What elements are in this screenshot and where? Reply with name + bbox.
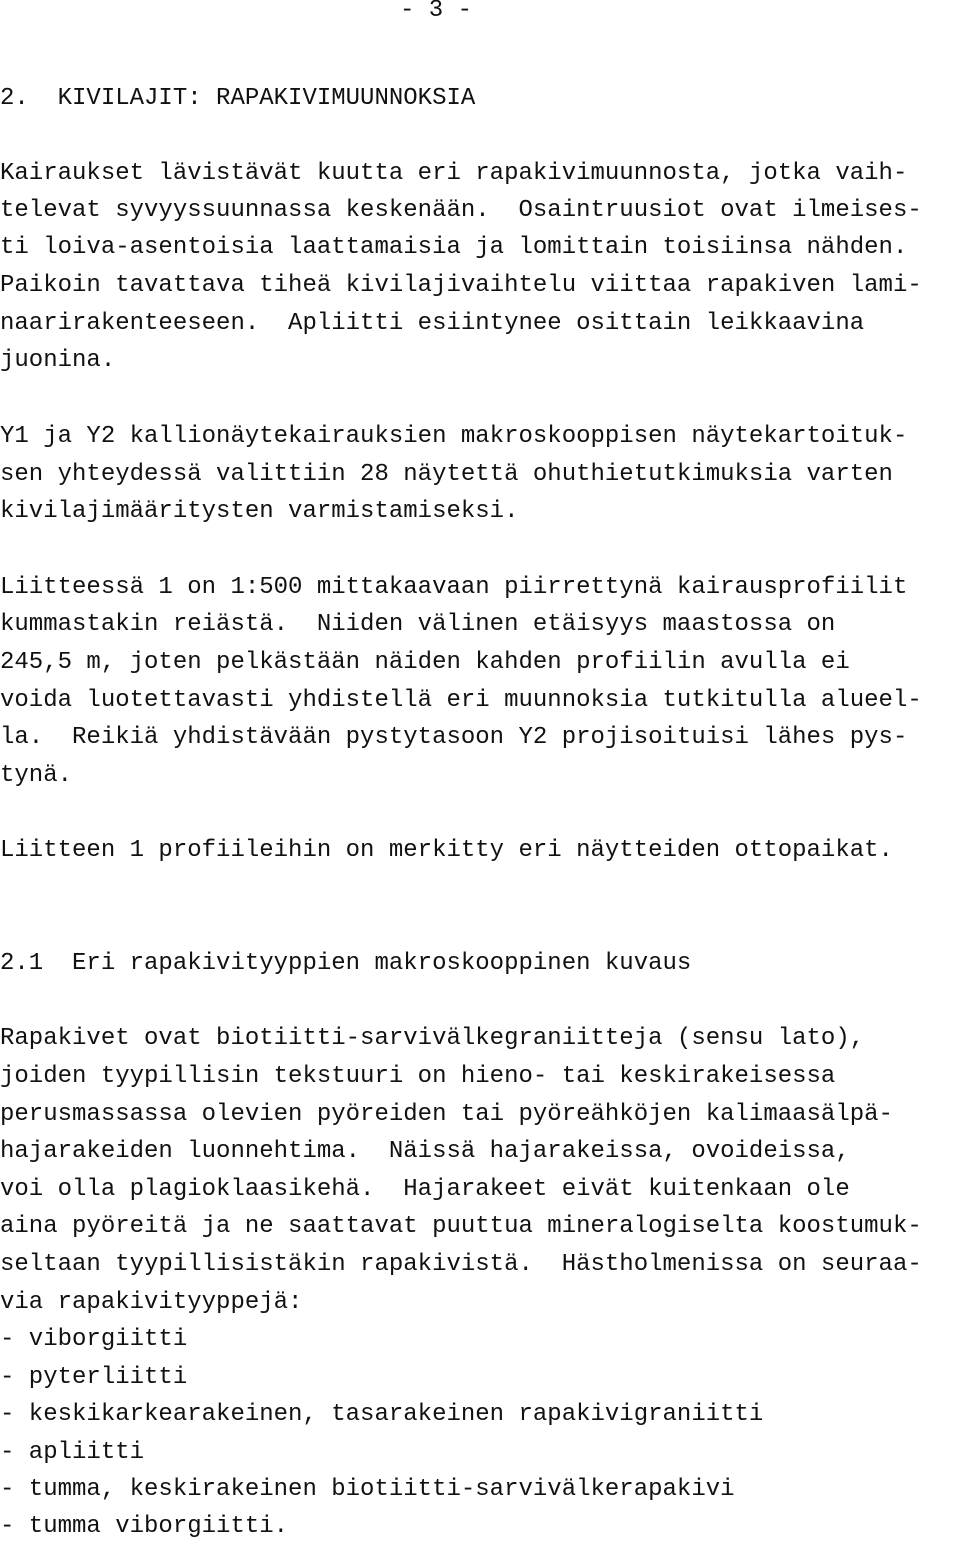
paragraph-line: Paikoin tavattava tiheä kivilajivaihtelu viittaa rapakiven lami- bbox=[0, 272, 922, 299]
list-item: - keskikarkearakeinen, tasarakeinen rapakivigraniitti bbox=[0, 1401, 764, 1428]
paragraph-line: juonina. bbox=[0, 347, 116, 374]
paragraph-line: perusmassassa olevien pyöreiden tai pyöreähköjen kalimaasälpä- bbox=[0, 1101, 893, 1128]
paragraph-line: naarirakenteeseen. Apliitti esiintynee osittain leikkaavina bbox=[0, 310, 865, 337]
paragraph-line: Y1 ja Y2 kallionäytekairauksien makroskooppisen näytekartoituk- bbox=[0, 423, 908, 450]
subsection-heading: 2.1 Eri rapakivityyppien makroskooppinen kuvaus bbox=[0, 950, 692, 977]
paragraph-line: seltaan tyypillisistäkin rapakivistä. Hästholmenissa on seuraa- bbox=[0, 1251, 922, 1278]
paragraph-line: Liitteessä 1 on 1:500 mittakaavaan piirrettynä kairausprofiilit bbox=[0, 574, 908, 601]
paragraph-line: hajarakeiden luonnehtima. Näissä hajarakeissa, ovoideissa, bbox=[0, 1138, 850, 1165]
list-item: - pyterliitti bbox=[0, 1364, 188, 1391]
paragraph-line: tynä. bbox=[0, 762, 73, 789]
list-item: - apliitti bbox=[0, 1439, 145, 1466]
section-heading: 2. KIVILAJIT: RAPAKIVIMUUNNOKSIA bbox=[0, 85, 476, 112]
paragraph-line: voida luotettavasti yhdistellä eri muunnoksia tutkitulla alueel- bbox=[0, 687, 922, 714]
paragraph-line: Liitteen 1 profiileihin on merkitty eri näytteiden ottopaikat. bbox=[0, 837, 893, 864]
paragraph-line: joiden tyypillisin tekstuuri on hieno- tai keskirakeisessa bbox=[0, 1063, 836, 1090]
paragraph-line: la. Reikiä yhdistävään pystytasoon Y2 projisoituisi lähes pys- bbox=[0, 724, 908, 751]
list-item: - tumma viborgiitti. bbox=[0, 1513, 289, 1540]
paragraph-line: via rapakivityyppejä: bbox=[0, 1289, 303, 1316]
list-item: - tumma, keskirakeinen biotiitti-sarvivälkerapakivi bbox=[0, 1476, 735, 1503]
paragraph-line: sen yhteydessä valittiin 28 näytettä ohuthietutkimuksia varten bbox=[0, 461, 893, 488]
paragraph-line: kummastakin reiästä. Niiden välinen etäisyys maastossa on bbox=[0, 611, 836, 638]
paragraph-line: voi olla plagioklaasikehä. Hajarakeet eivät kuitenkaan ole bbox=[0, 1176, 850, 1203]
page-number: - 3 - bbox=[400, 0, 473, 24]
paragraph-line: Rapakivet ovat biotiitti-sarvivälkegraniitteja (sensu lato), bbox=[0, 1025, 865, 1052]
paragraph-line: Kairaukset lävistävät kuutta eri rapakivimuunnosta, jotka vaih- bbox=[0, 160, 908, 187]
paragraph-line: kivilajimääritysten varmistamiseksi. bbox=[0, 498, 519, 525]
paragraph-line: aina pyöreitä ja ne saattavat puuttua mineralogiselta koostumuk- bbox=[0, 1213, 922, 1240]
paragraph-line: 245,5 m, joten pelkästään näiden kahden profiilin avulla ei bbox=[0, 649, 850, 676]
paragraph-line: ti loiva-asentoisia laattamaisia ja lomittain toisiinsa nähden. bbox=[0, 234, 908, 261]
list-item: - viborgiitti bbox=[0, 1326, 188, 1353]
paragraph-line: televat syvyyssuunnassa keskenään. Osaintruusiot ovat ilmeises- bbox=[0, 197, 922, 224]
